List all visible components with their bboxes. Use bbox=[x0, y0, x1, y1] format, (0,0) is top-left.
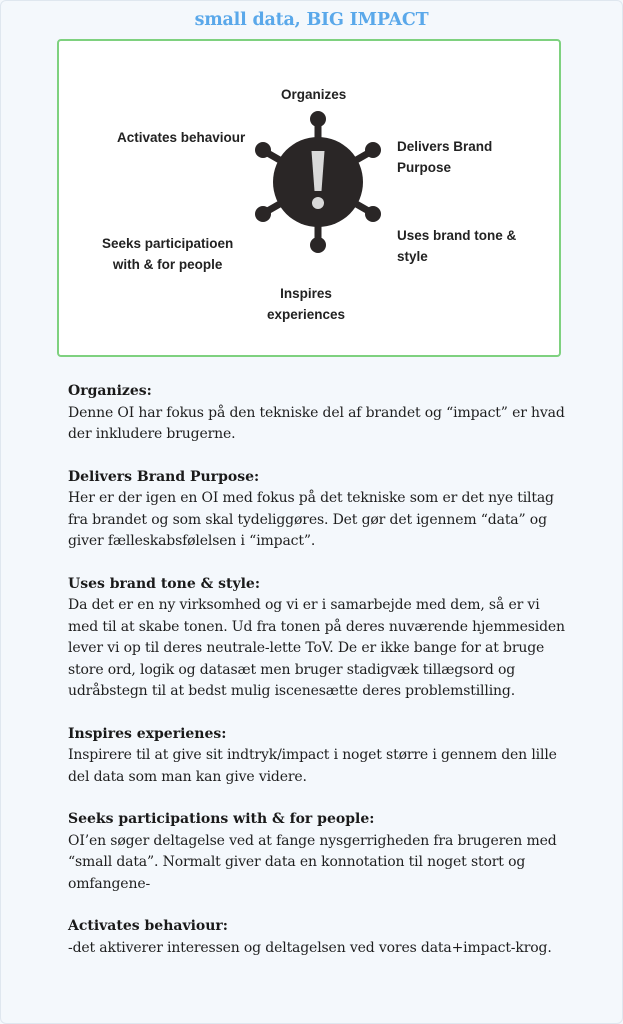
section-seeks-participation bbox=[68, 809, 568, 895]
label-activates-behaviour: Activates behaviour bbox=[117, 130, 246, 145]
section-organizes bbox=[68, 381, 568, 446]
section-heading: Activates behaviour: bbox=[68, 918, 228, 934]
diagram-box bbox=[57, 39, 561, 357]
section-body: Inspirere til at give sit indtryk/impact i noget større i gennem den lille del data som man kan give videre. bbox=[68, 747, 557, 785]
section-uses-brand-tone bbox=[68, 574, 568, 703]
section-heading: Uses brand tone & style: bbox=[68, 575, 260, 592]
section-delivers-brand-purpose bbox=[68, 467, 568, 553]
section-heading: Inspires experienes: bbox=[68, 725, 227, 742]
section-heading: Delivers Brand Purpose: bbox=[68, 468, 260, 485]
description-sections bbox=[68, 381, 568, 980]
page-title: small data, BIG IMPACT bbox=[194, 10, 429, 30]
section-body: Her er der igen en OI med fokus på det tekniske som er det nye tiltag fra brandet og som skal tydeliggøres. Det gør det igennem “data” og giver fælleskabsfølelsen i “impact”. bbox=[68, 490, 554, 549]
label-delivers-brand-purpose: Delivers Brand Purpose bbox=[397, 139, 493, 175]
section-inspires-experiences bbox=[68, 724, 568, 789]
section-heading: Seeks participations with & for people: bbox=[68, 811, 375, 827]
section-activates-behaviour bbox=[68, 916, 568, 959]
section-body: -det aktiverer interessen og deltagelsen ved vores data+impact-krog. bbox=[68, 939, 552, 956]
section-body: Da det er en ny virksomhed og vi er i samarbejde med dem, så er vi med til at skabe tonen. Ud fra tonen på deres nuværende hjemmesiden lever vi op til deres neutrale-lette ToV. De er ikke bange for at bruge store ord, logik og datasæt men bruger stadigvæk tillægsord og udråbstegn til at bedst mulig iscenesætte deres problemstilling. bbox=[68, 597, 565, 699]
label-inspires-experiences: Inspires experiences bbox=[267, 286, 346, 322]
label-organizes: Organizes bbox=[281, 87, 347, 102]
label-uses-brand-tone: Uses brand tone & style bbox=[397, 228, 517, 264]
section-body: OI’en søger deltagelse ved at fange nysgerrigheden fra brugeren med “small data”. Normalt giver data en konnotation til noget stort og omfangene- bbox=[68, 832, 557, 892]
ship-wheel-exclamation-icon bbox=[244, 108, 392, 256]
label-seeks-participation: Seeks participatioen with & for people bbox=[102, 236, 234, 272]
section-heading: Organizes: bbox=[68, 383, 152, 399]
section-body: Denne OI har fokus på den tekniske del af brandet og “impact” er hvad der inkludere brugerne. bbox=[68, 404, 565, 442]
